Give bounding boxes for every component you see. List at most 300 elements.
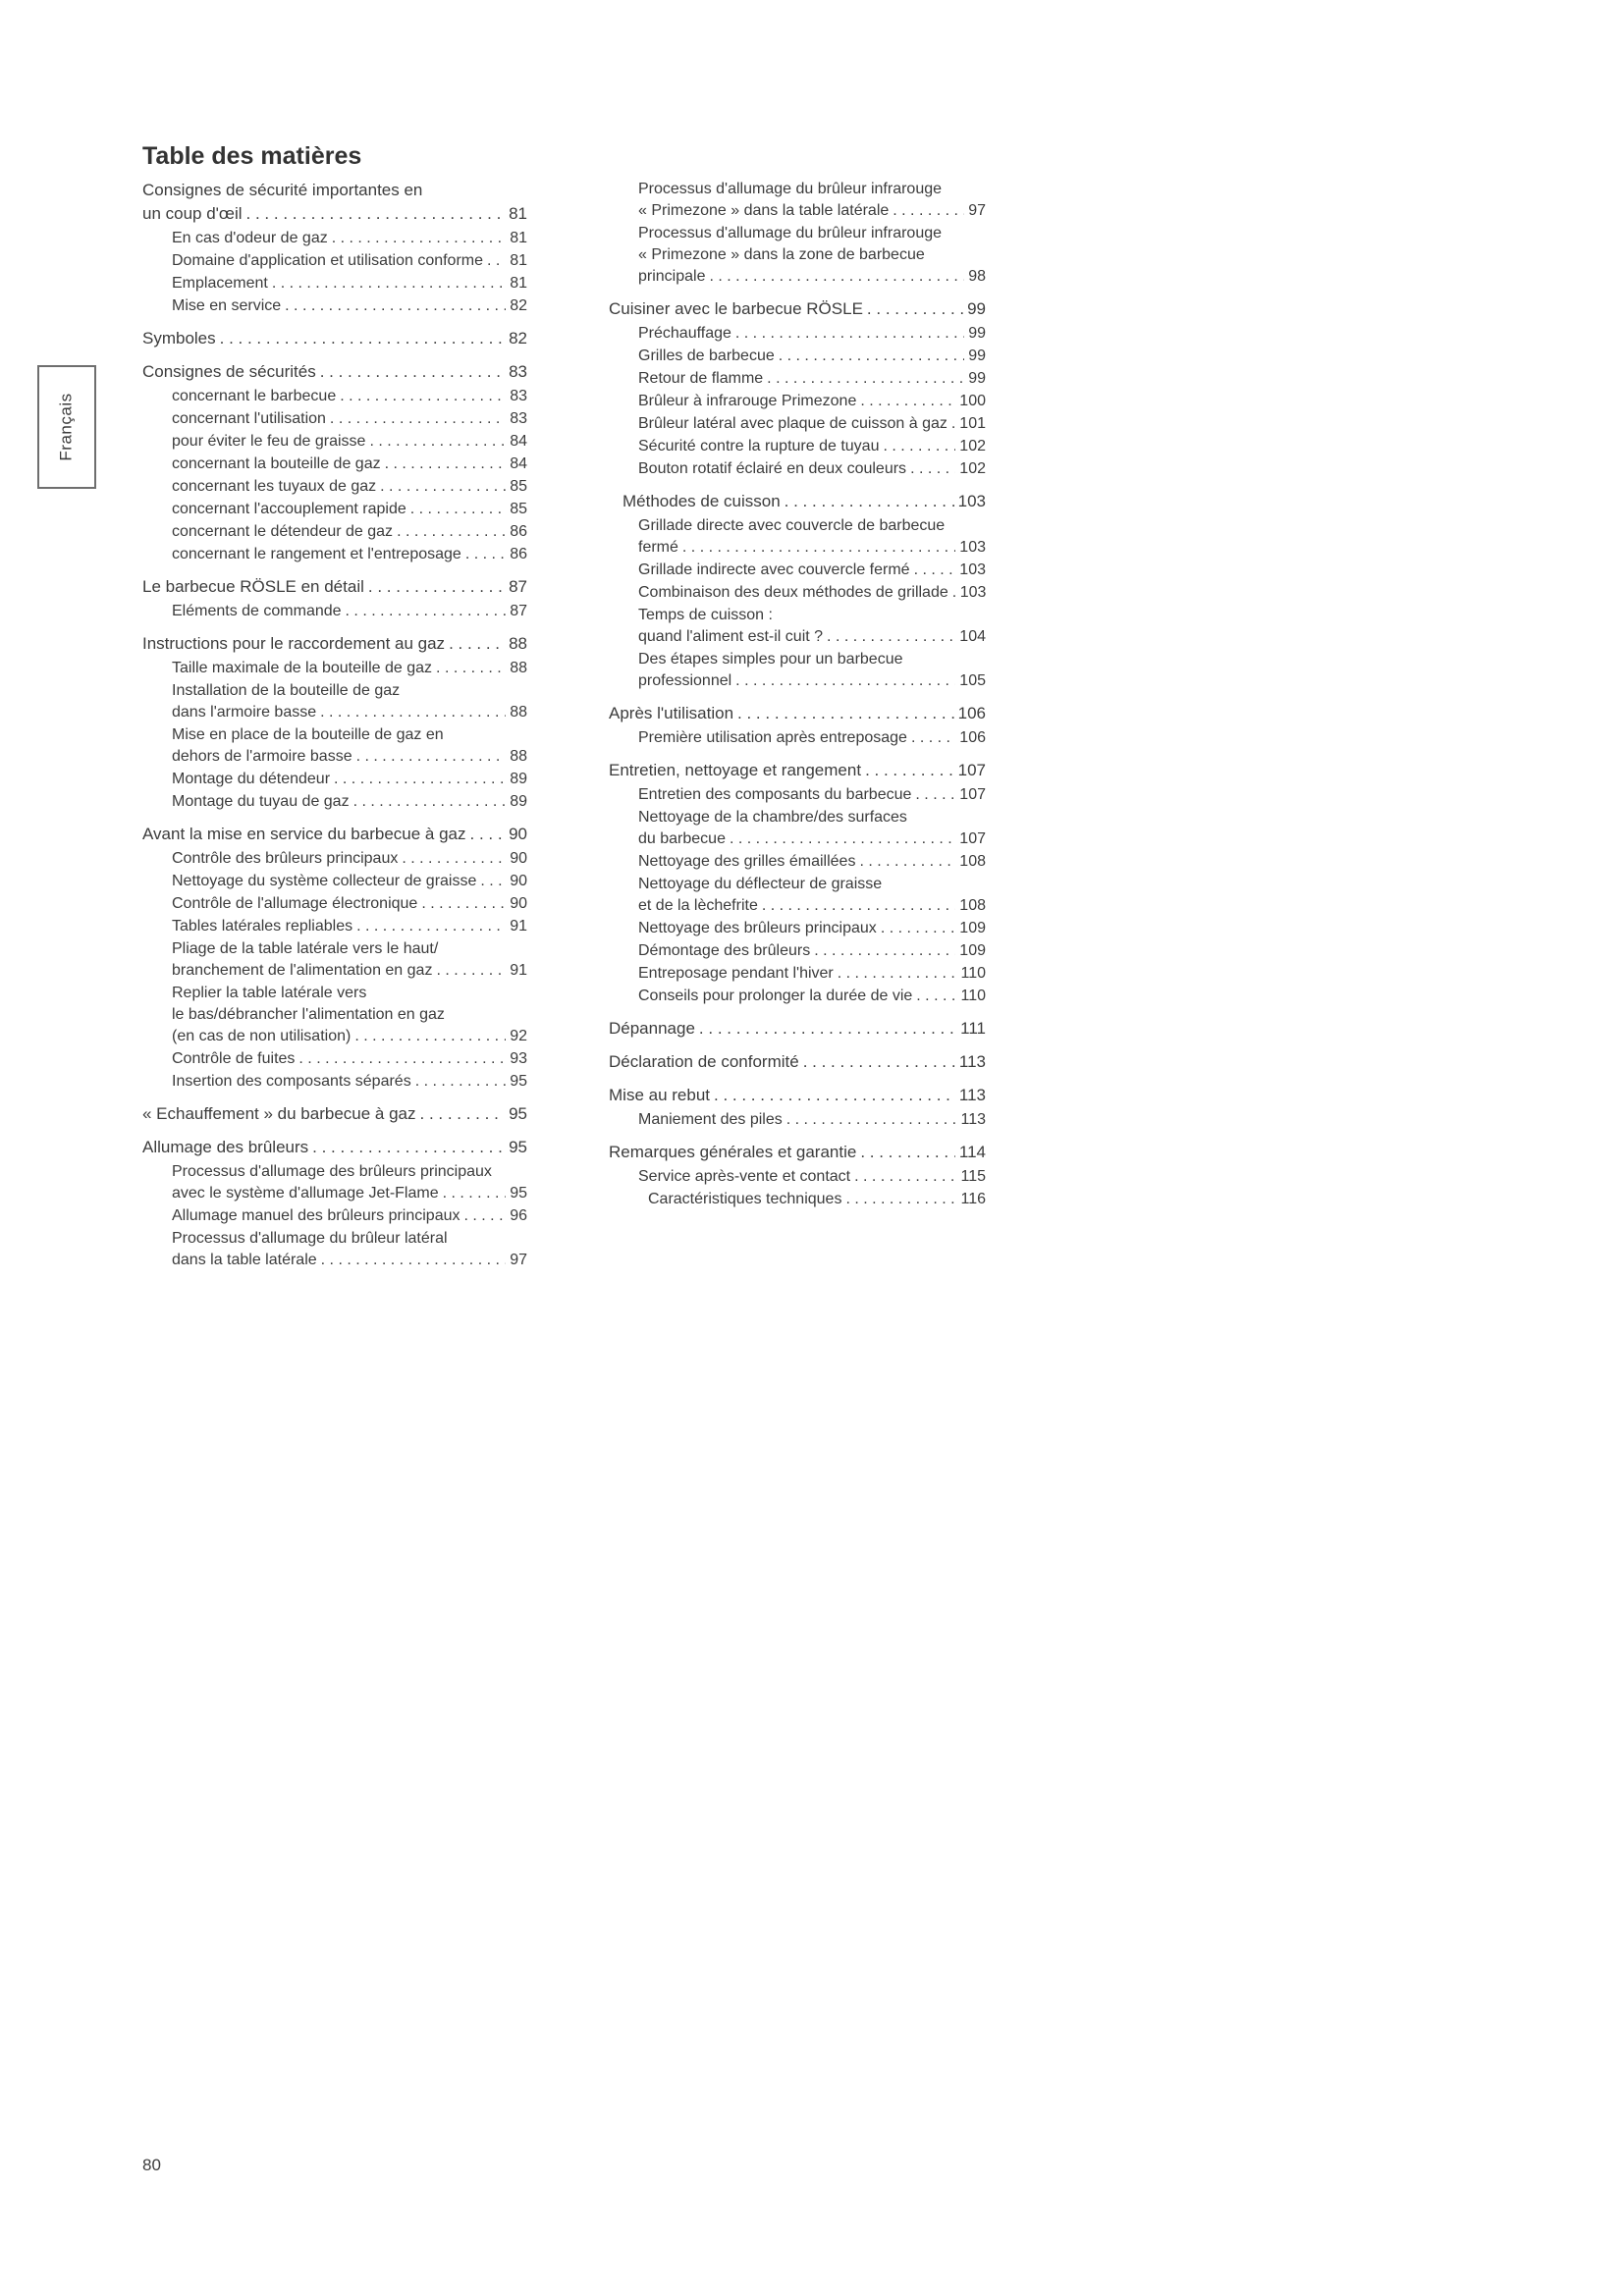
toc-entry <box>172 871 527 892</box>
toc-page-number: 107 <box>959 830 986 847</box>
toc-page-number: 82 <box>509 329 527 347</box>
toc-entry <box>609 1084 986 1107</box>
toc-entry-lastline <box>609 1084 986 1107</box>
toc-entry <box>142 1136 527 1159</box>
toc-entry-lastline <box>172 1250 527 1271</box>
toc-entry-text: Nettoyage du système collecteur de graisse <box>172 873 477 889</box>
dot-leader <box>854 1166 956 1188</box>
toc-entry-lastline <box>638 200 986 222</box>
toc-entry-text: Allumage des brûleurs <box>142 1138 309 1156</box>
dot-leader <box>845 1189 956 1210</box>
toc-entry <box>172 916 527 937</box>
toc-entry <box>638 223 986 288</box>
toc-page-number: 106 <box>959 729 986 746</box>
toc-entry-lastline <box>638 851 986 873</box>
toc-page-number: 113 <box>960 1111 986 1128</box>
toc-entry-text: « Primezone » dans la table latérale <box>638 202 890 219</box>
toc-entry <box>638 851 986 873</box>
toc-entry <box>172 250 527 272</box>
toc-entry <box>638 346 986 367</box>
toc-entry-lastline <box>172 658 527 679</box>
toc-page-number: 84 <box>510 455 527 472</box>
toc-entry-lastline <box>638 918 986 939</box>
toc-page-number: 81 <box>510 275 527 292</box>
toc-entry-lastline <box>172 476 527 498</box>
toc-page-number: 88 <box>510 704 527 721</box>
dot-leader <box>785 490 954 513</box>
toc-page-number: 99 <box>968 370 986 387</box>
toc-entry-line: « Primezone » dans la zone de barbecue <box>638 246 925 263</box>
dot-leader <box>883 436 955 457</box>
toc-entry-text: Méthodes de cuisson <box>623 492 781 510</box>
toc-entry <box>172 295 527 317</box>
toc-entry-text: Remarques générales et garantie <box>609 1143 857 1161</box>
toc-entry-line: Replier la table latérale vers <box>172 985 367 1001</box>
toc-entry-text: Tables latérales repliables <box>172 918 353 934</box>
toc-entry-lastline <box>638 727 986 749</box>
toc-page-number: 99 <box>968 347 986 364</box>
dot-leader <box>881 918 955 939</box>
dot-leader <box>380 476 506 498</box>
dot-leader <box>865 759 954 782</box>
toc-entry <box>638 784 986 806</box>
toc-page-number: 95 <box>510 1073 527 1090</box>
toc-entry-text: Déclaration de conformité <box>609 1052 799 1071</box>
toc-entry-text: Symboles <box>142 329 216 347</box>
dot-leader <box>699 1017 956 1041</box>
toc-entry <box>172 1048 527 1070</box>
toc-entry <box>172 228 527 249</box>
toc-entry-text: principale <box>638 268 706 285</box>
toc-entry-lastline <box>609 1141 986 1164</box>
dot-leader <box>487 250 506 272</box>
dot-leader <box>334 769 506 790</box>
toc-entry <box>638 963 986 985</box>
toc-entry-line: Nettoyage du déflecteur de graisse <box>638 876 883 892</box>
toc-entry-text: Bouton rotatif éclairé en deux couleurs <box>638 460 907 477</box>
toc-entry-lastline <box>172 791 527 813</box>
toc-entry-text: concernant le barbecue <box>172 388 337 404</box>
toc-page-number: 116 <box>960 1191 986 1207</box>
toc-entry <box>142 179 527 226</box>
toc-page-number: 97 <box>510 1252 527 1268</box>
toc-entry-lastline <box>172 544 527 565</box>
language-tab-label: Français <box>57 393 76 461</box>
toc-entry-text: Maniement des piles <box>638 1111 783 1128</box>
toc-entry-text: concernant la bouteille de gaz <box>172 455 381 472</box>
toc-entry-text: avec le système d'allumage Jet-Flame <box>172 1185 439 1201</box>
toc-page-number: 102 <box>959 460 986 477</box>
toc-entry-text: Service après-vente et contact <box>638 1168 851 1185</box>
toc-entry-lastline <box>142 327 527 350</box>
dot-leader <box>860 1141 955 1164</box>
toc-entry-lastline <box>648 1189 986 1210</box>
toc-entry-lastline <box>172 1183 527 1204</box>
toc-page-number: 103 <box>959 584 987 601</box>
dot-leader <box>786 1109 957 1131</box>
dot-leader <box>735 670 955 692</box>
dot-leader <box>860 391 955 412</box>
dot-leader <box>827 626 955 648</box>
toc-entry <box>172 1205 527 1227</box>
toc-entry-lastline <box>172 1048 527 1070</box>
dot-leader <box>735 323 964 345</box>
toc-page-number: 81 <box>510 230 527 246</box>
toc-entry <box>638 436 986 457</box>
dot-leader <box>340 386 506 407</box>
dot-leader <box>465 544 506 565</box>
toc-page-number: 113 <box>958 1052 986 1071</box>
toc-entry <box>609 759 986 782</box>
toc-entry-lastline <box>172 746 527 768</box>
dot-leader <box>421 893 506 915</box>
toc-entry <box>172 983 527 1047</box>
toc-entry-lastline <box>172 601 527 622</box>
toc-page-number: 81 <box>509 204 527 223</box>
toc-entry <box>172 431 527 453</box>
dot-leader <box>915 784 955 806</box>
toc-entry-lastline <box>172 1071 527 1093</box>
dot-leader <box>385 454 507 475</box>
toc-entry <box>172 1161 527 1204</box>
toc-entry-line: Pliage de la table latérale vers le haut/ <box>172 940 439 957</box>
dot-leader <box>353 791 507 813</box>
toc-entry-lastline <box>609 759 986 782</box>
toc-entry <box>638 986 986 1007</box>
dot-leader <box>246 202 506 226</box>
toc-entry-text: Nettoyage des brûleurs principaux <box>638 920 877 936</box>
toc-page-number: 91 <box>510 918 527 934</box>
toc-entry-text: concernant le rangement et l'entreposage <box>172 546 461 562</box>
toc-entry-text: Allumage manuel des brûleurs principaux <box>172 1207 460 1224</box>
dot-leader <box>220 327 505 350</box>
toc-entry <box>638 323 986 345</box>
toc-page-number: 90 <box>509 825 527 843</box>
toc-entry-lastline <box>172 295 527 317</box>
dot-leader <box>402 848 506 870</box>
toc-page-number: 109 <box>959 920 986 936</box>
toc-entry-text: concernant l'accouplement rapide <box>172 501 406 517</box>
toc-entry-lastline <box>638 368 986 390</box>
toc-entry-lastline <box>142 575 527 599</box>
toc-entry <box>638 458 986 480</box>
dot-leader <box>952 582 956 604</box>
dot-leader <box>369 431 506 453</box>
toc-page-number: 103 <box>959 561 986 578</box>
toc-entry-lastline <box>638 266 986 288</box>
toc-entry-line: Temps de cuisson : <box>638 607 773 623</box>
toc-page-number: 96 <box>510 1207 527 1224</box>
dot-leader <box>814 940 955 962</box>
dot-leader <box>332 228 506 249</box>
toc-page-number: 103 <box>959 539 986 556</box>
toc-entry-text: Avant la mise en service du barbecue à gaz <box>142 825 466 843</box>
dot-leader <box>354 1026 506 1047</box>
toc-entry <box>648 1189 986 1210</box>
toc-entry <box>172 476 527 498</box>
toc-entry-text: un coup d'œil <box>142 204 243 223</box>
toc-entry <box>142 327 527 350</box>
toc-entry-text: Entretien, nettoyage et rangement <box>609 761 862 779</box>
dot-leader <box>356 916 506 937</box>
toc-entry-lastline <box>609 1050 986 1074</box>
toc-page-number: 104 <box>959 628 986 645</box>
toc-entry <box>172 386 527 407</box>
toc-entry-lastline <box>638 323 986 345</box>
toc-page-number: 88 <box>509 634 527 653</box>
toc-page-number: 95 <box>509 1138 527 1156</box>
toc-page-number: 115 <box>960 1168 986 1185</box>
toc-entry <box>609 702 986 725</box>
toc-entry <box>638 807 986 850</box>
toc-entry-text: Caractéristiques techniques <box>648 1191 842 1207</box>
dot-leader <box>285 295 506 317</box>
toc-entry-lastline <box>638 828 986 850</box>
toc-entry-lastline <box>172 408 527 430</box>
toc-entry-lastline <box>172 893 527 915</box>
dot-leader <box>464 1205 507 1227</box>
toc-page-number: 86 <box>510 523 527 540</box>
toc-entry <box>172 499 527 520</box>
dot-leader <box>449 632 505 656</box>
toc-entry <box>638 391 986 412</box>
toc-entry-lastline <box>609 702 986 725</box>
toc-entry <box>142 823 527 846</box>
dot-leader <box>737 702 954 725</box>
toc-entry-line: Installation de la bouteille de gaz <box>172 682 401 699</box>
toc-page-number: 83 <box>510 388 527 404</box>
toc-entry-lastline <box>638 986 986 1007</box>
dot-leader <box>682 537 955 559</box>
toc-entry-line: Processus d'allumage du brûleur infrarouge <box>638 225 943 241</box>
page-number: 80 <box>142 2156 161 2174</box>
toc-entry <box>172 769 527 790</box>
toc-entry-text: Montage du tuyau de gaz <box>172 793 350 810</box>
toc-entry-text: Dépannage <box>609 1019 695 1038</box>
toc-entry-lastline <box>623 490 986 513</box>
toc-entry-lastline <box>638 963 986 985</box>
toc-entry <box>638 605 986 648</box>
toc-entry <box>638 874 986 917</box>
dot-leader <box>951 413 955 435</box>
toc-entry-lastline <box>638 458 986 480</box>
dot-leader <box>420 1102 506 1126</box>
toc-entry-lastline <box>172 431 527 453</box>
dot-leader <box>346 601 507 622</box>
toc-entry <box>638 515 986 559</box>
toc-entry-text: Après l'utilisation <box>609 704 734 722</box>
toc-entry <box>172 601 527 622</box>
toc-entry-text: Entreposage pendant l'hiver <box>638 965 834 982</box>
toc-entry <box>142 360 527 384</box>
toc-entry-line: Mise en place de la bouteille de gaz en <box>172 726 444 743</box>
toc-entry-text: Contrôle de fuites <box>172 1050 296 1067</box>
toc-entry <box>638 1109 986 1131</box>
toc-entry-lastline <box>638 626 986 648</box>
toc-page-number: 110 <box>960 988 986 1004</box>
toc-entry-text: Le barbecue RÖSLE en détail <box>142 577 364 596</box>
toc-entry-text: Instructions pour le raccordement au gaz <box>142 634 446 653</box>
language-tab <box>37 365 96 489</box>
toc-entry-text: Contrôle des brûleurs principaux <box>172 850 399 867</box>
dot-leader <box>298 1048 506 1070</box>
toc-page-number: 108 <box>959 853 986 870</box>
toc-entry-text: Brûleur latéral avec plaque de cuisson à gaz <box>638 415 947 432</box>
toc-entry-lastline <box>638 436 986 457</box>
toc-page-number: 99 <box>967 299 986 318</box>
toc-entry <box>609 1050 986 1074</box>
toc-entry <box>638 1166 986 1188</box>
toc-page-number: 87 <box>509 577 527 596</box>
toc-entry-text: En cas d'odeur de gaz <box>172 230 328 246</box>
toc-entry-lastline <box>638 1166 986 1188</box>
toc-entry <box>172 680 527 723</box>
toc-page-number: 82 <box>510 297 527 314</box>
toc-page-number: 90 <box>510 873 527 889</box>
toc-left-column <box>142 179 527 1272</box>
toc-entry-lastline <box>142 632 527 656</box>
toc-entry <box>638 368 986 390</box>
toc-page-number: 89 <box>510 771 527 787</box>
toc-page-number: 91 <box>510 962 527 979</box>
toc-entry-lastline <box>172 521 527 543</box>
toc-entry-text: (en cas de non utilisation) <box>172 1028 352 1044</box>
dot-leader <box>470 823 506 846</box>
toc-page-number: 88 <box>510 748 527 765</box>
dot-leader <box>443 1183 507 1204</box>
toc-entry-line: Processus d'allumage des brûleurs principaux <box>172 1163 492 1180</box>
toc-page-number: 92 <box>510 1028 527 1044</box>
toc-entry-text: du barbecue <box>638 830 726 847</box>
dot-leader <box>436 960 506 982</box>
toc-entry-line: Nettoyage de la chambre/des surfaces <box>638 809 907 826</box>
toc-entry <box>638 560 986 581</box>
toc-entry <box>142 575 527 599</box>
toc-page-number: 98 <box>968 268 986 285</box>
dot-leader <box>320 702 506 723</box>
toc-entry-line: Consignes de sécurité importantes en <box>142 181 423 199</box>
toc-entry-text: Consignes de sécurités <box>142 362 316 381</box>
toc-page-number: 106 <box>957 704 986 722</box>
dot-leader <box>709 266 964 288</box>
dot-leader <box>911 727 955 749</box>
dot-leader <box>914 560 956 581</box>
dot-leader <box>867 297 963 321</box>
toc-entry-text: concernant le détendeur de gaz <box>172 523 394 540</box>
toc-entry-line: Processus d'allumage du brûleur latéral <box>172 1230 448 1247</box>
toc-entry <box>172 408 527 430</box>
toc-entry <box>638 179 986 222</box>
toc-entry <box>172 521 527 543</box>
dot-leader <box>803 1050 955 1074</box>
toc-entry-lastline <box>172 848 527 870</box>
toc-entry-text: professionnel <box>638 672 732 689</box>
toc-entry-text: Démontage des brûleurs <box>638 942 811 959</box>
toc-entry-lastline <box>172 499 527 520</box>
toc-entry-text: Combinaison des deux méthodes de grillade <box>638 584 948 601</box>
toc-page-number: 90 <box>510 850 527 867</box>
dot-leader <box>368 575 505 599</box>
toc-right-column <box>609 179 986 1211</box>
toc-page-number: 113 <box>958 1086 986 1104</box>
toc-entry-text: Insertion des composants séparés <box>172 1073 411 1090</box>
toc-page-number: 86 <box>510 546 527 562</box>
toc-entry-lastline <box>172 960 527 982</box>
toc-entry-lastline <box>638 940 986 962</box>
dot-leader <box>410 499 506 520</box>
toc-entry-lastline <box>172 273 527 294</box>
toc-entry-text: Conseils pour prolonger la durée de vie <box>638 988 913 1004</box>
toc-entry-line: Grillade directe avec couvercle de barbecue <box>638 517 946 534</box>
toc-page-number: 85 <box>510 478 527 495</box>
toc-entry-lastline <box>638 560 986 581</box>
toc-page-number: 105 <box>959 672 986 689</box>
dot-leader <box>312 1136 505 1159</box>
toc-entry-line: Des étapes simples pour un barbecue <box>638 651 903 667</box>
toc-entry-text: Grilles de barbecue <box>638 347 775 364</box>
toc-page-number: 85 <box>510 501 527 517</box>
toc-entry <box>172 938 527 982</box>
dot-leader <box>272 273 506 294</box>
toc-entry <box>172 848 527 870</box>
toc-entry <box>638 413 986 435</box>
toc-entry <box>638 727 986 749</box>
toc-page-number: 110 <box>960 965 986 982</box>
dot-leader <box>767 368 964 390</box>
toc-page-number: 101 <box>959 415 986 432</box>
toc-entry-text: Eléments de commande <box>172 603 342 619</box>
dot-leader <box>330 408 506 430</box>
dot-leader <box>893 200 964 222</box>
toc-entry <box>142 632 527 656</box>
toc-entry-lastline <box>638 582 986 604</box>
toc-entry-text: Brûleur à infrarouge Primezone <box>638 393 857 409</box>
toc-entry <box>172 454 527 475</box>
toc-entry-text: Première utilisation après entreposage <box>638 729 907 746</box>
toc-entry-line: le bas/débrancher l'alimentation en gaz <box>172 1006 445 1023</box>
toc-page-number: 114 <box>958 1143 986 1161</box>
toc-entry-lastline <box>638 895 986 917</box>
dot-leader <box>910 458 955 480</box>
toc-entry-lastline <box>172 250 527 272</box>
toc-page-number: 83 <box>509 362 527 381</box>
toc-page-number: 107 <box>957 761 986 779</box>
toc-page-number: 90 <box>510 895 527 912</box>
toc-entry-text: Contrôle de l'allumage électronique <box>172 895 418 912</box>
toc-entry-lastline <box>172 1026 527 1047</box>
toc-page-number: 95 <box>509 1104 527 1123</box>
toc-entry-lastline <box>609 1017 986 1041</box>
toc-page-number: 81 <box>510 252 527 269</box>
toc-entry <box>142 1102 527 1126</box>
toc-entry-text: dehors de l'armoire basse <box>172 748 352 765</box>
toc-entry-lastline <box>638 346 986 367</box>
toc-entry-lastline <box>142 1136 527 1159</box>
toc-entry-lastline <box>638 537 986 559</box>
toc-entry <box>172 1228 527 1271</box>
dot-leader <box>714 1084 955 1107</box>
toc-page-number: 102 <box>959 438 986 454</box>
toc-entry-lastline <box>172 228 527 249</box>
toc-entry-text: branchement de l'alimentation en gaz <box>172 962 433 979</box>
dot-leader <box>730 828 955 850</box>
toc-page-number: 88 <box>510 660 527 676</box>
toc-entry-text: dans la table latérale <box>172 1252 317 1268</box>
toc-entry <box>609 1141 986 1164</box>
toc-page-number: 95 <box>510 1185 527 1201</box>
toc-entry <box>638 582 986 604</box>
toc-entry <box>172 893 527 915</box>
